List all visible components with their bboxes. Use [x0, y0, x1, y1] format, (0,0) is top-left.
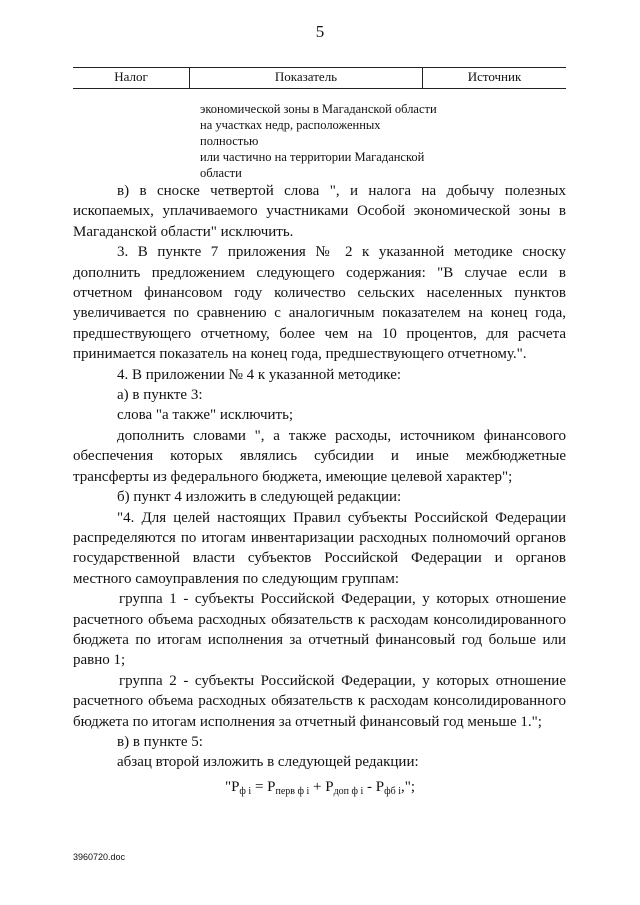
paragraph: 4. В приложении № 4 к указанной методике: — [117, 366, 402, 383]
continuation-line: на участках недр, расположенных полностью — [200, 118, 381, 148]
formula: "$Р_{ф i} = Р_{перв ф i} + Р_{доп ф i} - Р_{фб i}$,"; — [224, 779, 416, 797]
paragraph: абзац второй изложить в следующей редакции: — [117, 754, 419, 771]
table-header-tax: Налог — [114, 69, 148, 84]
paragraph: дополнить словами ", а также расходы, источником финансового обеспечения которых являлись субсидии и иные межбюджетные трансферты из федерального бюджета, имеющие целевой характер"; — [73, 427, 566, 485]
table-header-source: Источник — [467, 69, 522, 84]
paragraph: слова "а также" исключить; — [117, 407, 294, 424]
continuation-line: экономической зоны в Магаданской области — [200, 102, 437, 116]
paragraph: в) в пункте 5: — [117, 733, 203, 750]
continuation-line: или частично на территории Магаданской — [200, 150, 425, 164]
table-header — [73, 67, 566, 89]
paragraph: а) в пункте 3: — [117, 387, 203, 404]
paragraph: б) пункт 4 изложить в следующей редакции: — [117, 489, 402, 506]
table-indicator-continuation — [200, 101, 440, 181]
paragraph: в) в сноске четвертой слова ", и налога на добычу полезных ископаемых, уплачиваемого участниками Особой экономической зоны в Магаданской области" исключить. — [73, 183, 566, 240]
document-filename: 3960720.doc — [73, 852, 126, 862]
paragraph: "4. Для целей настоящих Правил субъекты Российской Федерации распределяются по итогам инвентаризации расходных полномочий органов государственной власти субъектов Российской Федерации и органов местного самоуправления по следующим группам: — [73, 509, 566, 587]
table-header-indicator: Показатель — [189, 68, 423, 88]
paragraph: 3. В пункте 7 приложения № 2 к указанной методике сноску дополнить предложением следующего содержания: "В случае если в отчетном финансовом году количество сельских населенных пунктов увеличивается по сравнению с аналогичным показателем на конец года, предшествующего отчетному, более чем на 10 процентов, для расчета принимается показатель на конец года, предшествующего отчетному.". — [73, 244, 566, 363]
paragraph: группа 1 - субъекты Российской Федерации, у которых отношение расчетного объема расходных обязательств к расходам консолидированного бюджета по итогам исполнения за отчетный финансовый год больше или равно 1; — [73, 591, 566, 669]
paragraph: группа 2 - субъекты Российской Федерации, у которых отношение расчетного объема расходных обязательств к расходам консолидированного бюджета по итогам исполнения за отчетный финансовый год меньше 1."; — [73, 672, 566, 730]
continuation-line: области — [200, 166, 242, 180]
page-number: 5 — [315, 22, 325, 41]
document-body — [73, 181, 566, 773]
